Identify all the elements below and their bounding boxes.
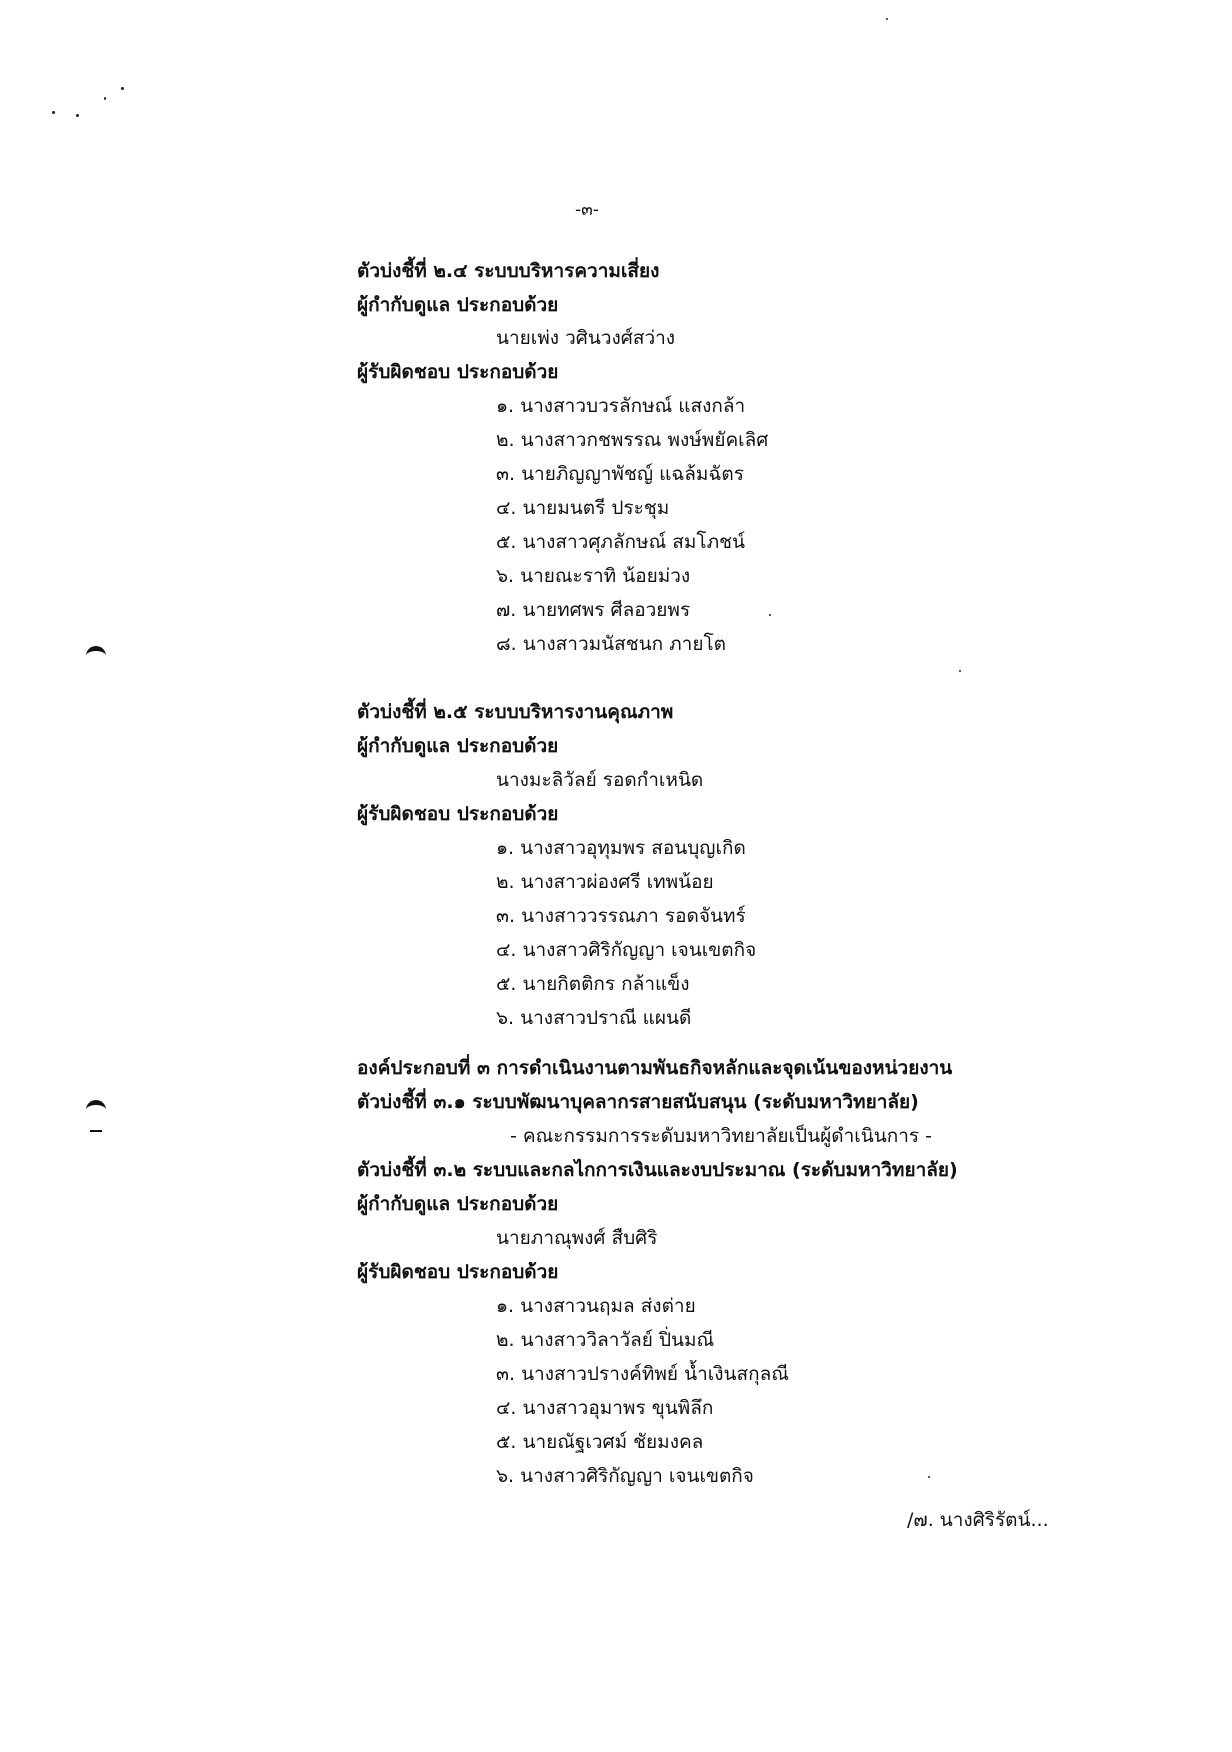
supervisor-name: นางมะลิวัลย์ รอดกำเหนิด bbox=[496, 769, 704, 791]
scan-speck bbox=[52, 111, 55, 114]
page-number: -๓- bbox=[575, 200, 599, 220]
supervisor-label: ผู้กำกับดูแล ประกอบด้วย bbox=[357, 735, 559, 757]
scan-speck bbox=[104, 97, 106, 100]
member-item: ๖. นางสาวปราณี แผนดี bbox=[496, 1007, 692, 1029]
member-item: ๑. นางสาวอุทุมพร สอนบุญเกิด bbox=[496, 837, 746, 859]
supervisor-label: ผู้กำกับดูแล ประกอบด้วย bbox=[357, 294, 559, 316]
responsible-label: ผู้รับผิดชอบ ประกอบด้วย bbox=[357, 361, 559, 383]
member-item: ๘. นางสาวมนัสชนก ภายโต bbox=[496, 633, 727, 655]
supervisor-name: นายภาณุพงศ์ สืบศิริ bbox=[496, 1227, 658, 1249]
punch-hole-mark bbox=[86, 1100, 106, 1115]
scan-speck bbox=[959, 670, 961, 672]
indicator-heading: ตัวบ่งชี้ที่ ๒.๔ ระบบบริหารความเสี่ยง bbox=[357, 260, 660, 282]
punch-hole-dash bbox=[90, 1130, 102, 1132]
member-item: ๕. นายกิตติกร กล้าแข็ง bbox=[496, 973, 690, 995]
member-item: ๓. นายภิญญาพัชญ์ แฉล้มฉัตร bbox=[496, 463, 744, 485]
indicator-heading: ตัวบ่งชี้ที่ ๓.๑ ระบบพัฒนาบุคลากรสายสนับสนุน (ระดับมหาวิทยาลัย) bbox=[357, 1091, 919, 1113]
scan-speck bbox=[886, 18, 888, 20]
member-item: ๖. นางสาวศิริกัญญา เจนเขตกิจ bbox=[496, 1465, 754, 1487]
scan-speck bbox=[76, 114, 79, 117]
member-item: ๓. นางสาววรรณภา รอดจันทร์ bbox=[496, 905, 746, 927]
member-item: ๔. นางสาวอุมาพร ขุนพิลึก bbox=[496, 1397, 714, 1419]
indicator-note: - คณะกรรมการระดับมหาวิทยาลัยเป็นผู้ดำเนินการ - bbox=[510, 1125, 932, 1147]
member-item: ๕. นางสาวศุภลักษณ์ สมโภชน์ bbox=[496, 531, 745, 553]
responsible-label: ผู้รับผิดชอบ ประกอบด้วย bbox=[357, 1261, 559, 1283]
supervisor-name: นายเพ่ง วศินวงศ์สว่าง bbox=[496, 327, 676, 349]
responsible-label: ผู้รับผิดชอบ ประกอบด้วย bbox=[357, 803, 559, 825]
punch-hole-mark bbox=[86, 646, 106, 661]
member-item: ๒. นางสาววิลาวัลย์ ปิ่นมณี bbox=[496, 1329, 715, 1351]
scan-speck bbox=[121, 87, 124, 90]
indicator-heading: ตัวบ่งชี้ที่ ๒.๕ ระบบบริหารงานคุณภาพ bbox=[357, 701, 674, 723]
member-item: ๗. นายทศพร ศีลอวยพร bbox=[496, 599, 691, 621]
continuation-reference: /๗. นางศิริรัตน์... bbox=[907, 1509, 1049, 1531]
scan-speck bbox=[769, 614, 771, 616]
member-item: ๕. นายณัฐเวศม์ ชัยมงคล bbox=[496, 1431, 704, 1453]
scan-speck bbox=[928, 1476, 930, 1478]
component-heading: องค์ประกอบที่ ๓ การดำเนินงานตามพันธกิจหลักและจุดเน้นของหน่วยงาน bbox=[357, 1057, 953, 1079]
member-item: ๒. นางสาวกชพรรณ พงษ์พยัคเลิศ bbox=[496, 429, 769, 451]
member-item: ๒. นางสาวผ่องศรี เทพน้อย bbox=[496, 871, 714, 893]
member-item: ๑. นางสาวนฤมล ส่งต่าย bbox=[496, 1295, 696, 1317]
member-item: ๖. นายณะราทิ น้อยม่วง bbox=[496, 565, 691, 587]
member-item: ๔. นายมนตรี ประชุม bbox=[496, 497, 670, 519]
supervisor-label: ผู้กำกับดูแล ประกอบด้วย bbox=[357, 1193, 559, 1215]
member-item: ๑. นางสาวบวรลักษณ์ แสงกล้า bbox=[496, 395, 746, 417]
indicator-heading: ตัวบ่งชี้ที่ ๓.๒ ระบบและกลไกการเงินและงบประมาณ (ระดับมหาวิทยาลัย) bbox=[357, 1159, 958, 1181]
member-item: ๔. นางสาวศิริกัญญา เจนเขตกิจ bbox=[496, 939, 757, 961]
member-item: ๓. นางสาวปรางค์ทิพย์ น้ำเงินสกุลณี bbox=[496, 1363, 789, 1385]
